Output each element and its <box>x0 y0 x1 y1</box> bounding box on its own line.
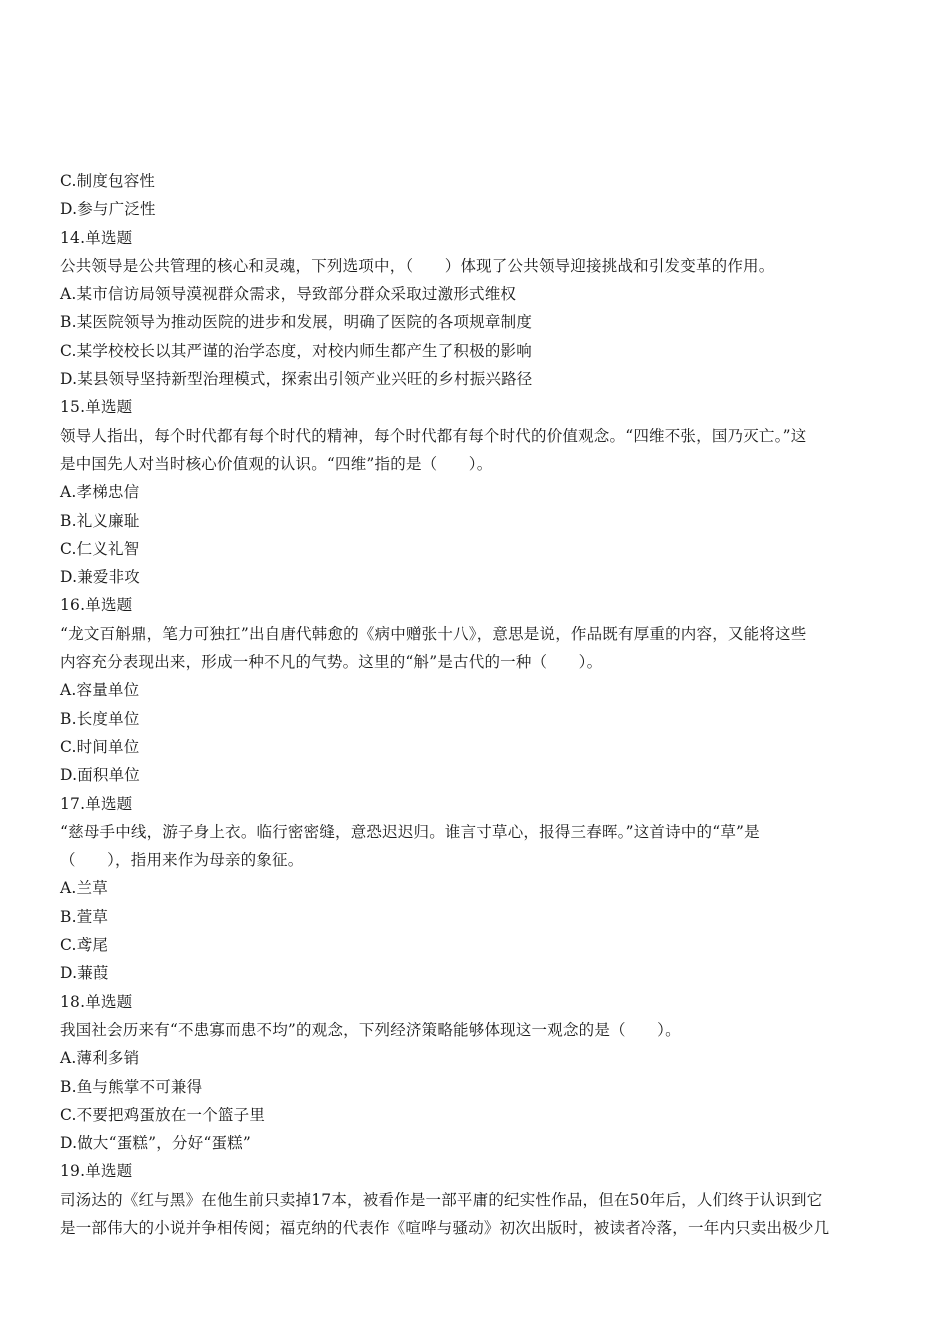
option-d-q15: D.兼爱非攻 <box>60 568 141 587</box>
option-d-q17: D.蒹葭 <box>60 964 109 983</box>
question-15-header: 15.单选题 <box>60 398 133 417</box>
option-a-q14: A.某市信访局领导漠视群众需求，导致部分群众采取过激形式维权 <box>60 285 517 304</box>
question-19-header: 19.单选题 <box>60 1162 133 1181</box>
option-a-q18: A.薄利多销 <box>60 1049 140 1068</box>
option-b-q16: B.长度单位 <box>60 709 140 728</box>
option-d-q14: D.某县领导坚持新型治理模式，探索出引领产业兴旺的乡村振兴路径 <box>60 370 533 389</box>
option-b-q15: B.礼义廉耻 <box>60 511 140 530</box>
question-18-header: 18.单选题 <box>60 992 133 1011</box>
question-17-stem-line-2: （ ），指用来作为母亲的象征。 <box>60 851 304 870</box>
option-b-q17: B.萱草 <box>60 907 109 926</box>
question-19-stem-line-2: 是一部伟大的小说并争相传阅；福克纳的代表作《喧哗与骚动》初次出版时，被读者冷落，一年内只卖出极少几 <box>60 1218 830 1237</box>
option-c-q14: C.某学校校长以其严谨的治学态度，对校内师生都产生了积极的影响 <box>60 341 532 360</box>
option-a-q16: A.容量单位 <box>60 681 140 700</box>
question-16-stem-line-1: “龙文百斛鼎，笔力可独扛”出自唐代韩愈的《病中赠张十八》，意思是说，作品既有厚重的内容，又能将这些 <box>60 624 807 643</box>
option-d-q13: D.参与广泛性 <box>60 200 156 219</box>
question-15-stem-line-1: 领导人指出，每个时代都有每个时代的精神，每个时代都有每个时代的价值观念。“四维不张，国乃灭亡。”这 <box>60 426 807 445</box>
option-d-q18: D.做大“蛋糕”，分好“蛋糕” <box>60 1134 251 1153</box>
question-17-stem-line-1: “慈母手中线，游子身上衣。临行密密缝，意恐迟迟归。谁言寸草心，报得三春晖。”这首诗中的“草”是 <box>60 822 760 841</box>
option-c-q13: C.制度包容性 <box>60 172 156 190</box>
question-18-stem: 我国社会历来有“不患寡而患不均”的观念，下列经济策略能够体现这一观念的是（ ）。 <box>60 1020 681 1039</box>
option-b-q14: B.某医院领导为推动医院的进步和发展，明确了医院的各项规章制度 <box>60 313 533 332</box>
question-14-header: 14.单选题 <box>60 228 133 247</box>
question-19-stem-line-1: 司汤达的《红与黑》在他生前只卖掉17本，被看作是一部平庸的纪实性作品，但在50年后，人们终于认识到它 <box>60 1190 823 1209</box>
question-16-header: 16.单选题 <box>60 596 133 615</box>
question-16-stem-line-2: 内容充分表现出来，形成一种不凡的气势。这里的“斛”是古代的一种（ ）。 <box>60 653 603 672</box>
document-page <box>60 167 890 1242</box>
option-c-q15: C.仁义礼智 <box>60 539 140 558</box>
option-b-q18: B.鱼与熊掌不可兼得 <box>60 1077 203 1096</box>
question-15-stem-line-2: 是中国先人对当时核心价值观的认识。“四维”指的是（ ）。 <box>60 454 493 473</box>
question-14-stem: 公共领导是公共管理的核心和灵魂，下列选项中，（ ）体现了公共领导迎接挑战和引发变革的作用。 <box>60 256 775 275</box>
option-a-q15: A.孝梯忠信 <box>60 483 140 502</box>
option-c-q16: C.时间单位 <box>60 737 140 756</box>
option-a-q17: A.兰草 <box>60 879 108 898</box>
option-c-q18: C.不要把鸡蛋放在一个篮子里 <box>60 1105 266 1124</box>
question-17-header: 17.单选题 <box>60 794 133 813</box>
option-d-q16: D.面积单位 <box>60 766 141 785</box>
option-c-q17: C.鸢尾 <box>60 936 109 955</box>
